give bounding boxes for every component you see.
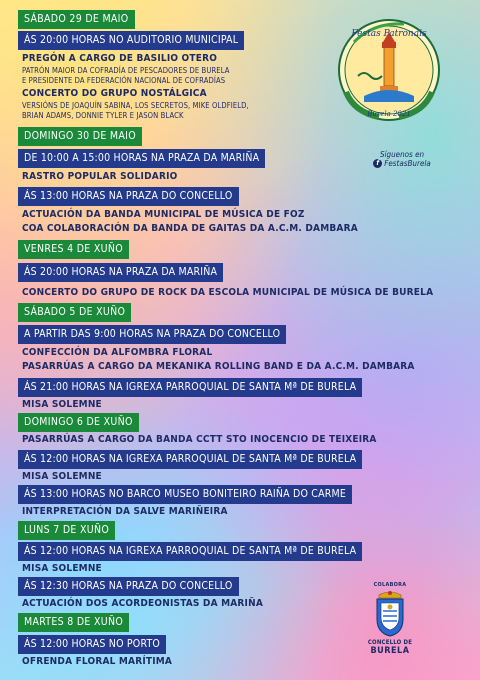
facebook-handle[interactable] (362, 159, 442, 168)
sponsor-label: COLABORA (373, 582, 407, 588)
event-detail: PATRÓN MAIOR DA COFRADÍA DE PESCADORES DE BURELA (22, 66, 230, 75)
event-time-location: ÁS 21:00 HORAS NA IGREXA PARROQUIAL DE SANTA Mª DE BURELA (18, 378, 362, 397)
event-time-location: ÁS 12:30 HORAS NA PRAZA DO CONCELLO (18, 577, 239, 596)
day-header: DOMINGO 30 DE MAIO (18, 127, 142, 146)
event-title: MISA SOLEMNE (22, 471, 102, 482)
festas-patronais-logo (334, 12, 444, 132)
follow-text: Síguenos en (379, 150, 425, 159)
event-time-location: DE 10:00 A 15:00 HORAS NA PRAZA DA MARIÑA (18, 149, 265, 168)
sponsor-block (360, 582, 420, 656)
day-header: MARTES 8 DE XUÑO (18, 613, 129, 632)
event-time-location: ÁS 12:00 HORAS NA IGREXA PARROQUIAL DE SANTA Mª DE BURELA (18, 542, 362, 561)
event-detail: BRIAN ADAMS, DONNIE TYLER E JASON BLACK (22, 111, 184, 120)
event-title: PASARRÚAS A CARGO DA MEKANIKA ROLLING BAND E DA A.C.M. DAMBARA (22, 361, 415, 372)
event-time-location: ÁS 12:00 HORAS NO PORTO (18, 635, 166, 654)
event-title: CONCERTO DO GRUPO NOSTÁLGICA (22, 88, 207, 99)
day-header: VENRES 4 DE XUÑO (18, 240, 129, 259)
facebook-handle-text: FestasBurela (384, 159, 431, 168)
event-detail: VERSIÓNS DE JOAQUÍN SABINA, LOS SECRETOS, MIKE OLDFIELD, (22, 101, 249, 110)
day-header: SÁBADO 5 DE XUÑO (18, 303, 131, 322)
event-time-location: A PARTIR DAS 9:00 HORAS NA PRAZA DO CONCELLO (18, 325, 286, 344)
event-time-location: ÁS 13:00 HORAS NA PRAZA DO CONCELLO (18, 187, 239, 206)
event-title: PREGÓN A CARGO DE BASILIO OTERO (22, 53, 218, 64)
day-header: DOMINGO 6 DE XUÑO (18, 413, 139, 432)
coat-of-arms-icon (373, 589, 407, 637)
event-title: MISA SOLEMNE (22, 563, 102, 574)
sponsor-line2: BURELA (370, 646, 410, 656)
event-title: CONCERTO DO GRUPO DE ROCK DA ESCOLA MUNICIPAL DE MÚSICA DE BURELA (22, 287, 434, 298)
event-title: COA COLABORACIÓN DA BANDA DE GAITAS DA A.C.M. DAMBARA (22, 223, 358, 234)
event-time-location: ÁS 20:00 HORAS NO AUDITORIO MUNICIPAL (18, 31, 244, 50)
event-detail: E PRESIDENTE DA FEDERACIÓN NACIONAL DE COFRADÍAS (22, 76, 226, 85)
event-title: PASARRÚAS A CARGO DA BANDA CCTT STO INOCENCIO DE TEIXEIRA (22, 434, 377, 445)
facebook-icon: f (373, 159, 382, 168)
event-title: ACTUACIÓN DA BANDA MUNICIPAL DE MÚSICA DE FOZ (22, 209, 305, 220)
event-title: ACTUACIÓN DOS ACORDEONISTAS DA MARIÑA (22, 598, 263, 609)
event-title: RASTRO POPULAR SOLIDARIO (22, 171, 178, 182)
event-time-location: ÁS 12:00 HORAS NA IGREXA PARROQUIAL DE SANTA Mª DE BURELA (18, 450, 362, 469)
event-title: CONFECCIÓN DA ALFOMBRA FLORAL (22, 347, 213, 358)
logo-year: Burela 2021 (367, 110, 411, 118)
event-time-location: ÁS 13:00 HORAS NO BARCO MUSEO BONITEIRO RAIÑA DO CARME (18, 485, 352, 504)
event-title: OFRENDA FLORAL MARÍTIMA (22, 656, 173, 667)
event-time-location: ÁS 20:00 HORAS NA PRAZA DA MARIÑA (18, 263, 223, 282)
logo-title: Festas Patronais (351, 29, 427, 39)
event-title: MISA SOLEMNE (22, 399, 102, 410)
day-header: SÁBADO 29 DE MAIO (18, 10, 135, 29)
sponsor-line1: CONCELLO DE (367, 639, 413, 646)
day-header: LUNS 7 DE XUÑO (18, 521, 115, 540)
event-title: INTERPRETACIÓN DA SALVE MARIÑEIRA (22, 506, 228, 517)
social-block (362, 150, 442, 168)
